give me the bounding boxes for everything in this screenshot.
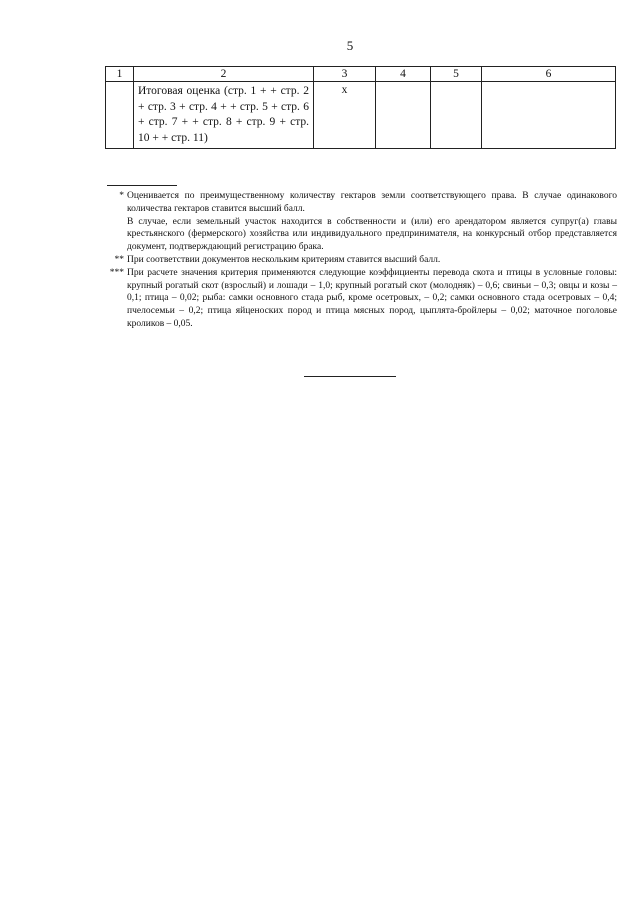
footnote-mark: ** [114,254,124,265]
table-header-cell: 6 [482,67,616,82]
footnote-3 [105,267,617,331]
table-cell-mark: x [314,82,376,149]
end-separator [304,376,396,377]
table-row [106,82,616,149]
table-cell [376,82,431,149]
footnote-2 [105,254,617,267]
footnote-text: В случае, если земельный участок находится в собственности и (или) его арендатором является супруг(а) главы крестьянского (фермерского) хозяйства или индивидуального предпринимателя, на конкурсный отбор представляется документ, подтверждающий регистрацию брака. [127,216,617,253]
table-cell-number [106,82,134,149]
footnotes [105,190,617,331]
footnote-separator [107,185,177,186]
table-header-cell: 4 [376,67,431,82]
table-header-cell: 3 [314,67,376,82]
table-header-row [106,67,616,82]
footnote-mark: * [119,191,124,201]
table-header-cell: 5 [431,67,482,82]
footnote-1 [105,190,617,254]
table-cell [482,82,616,149]
footnote-mark: *** [109,267,124,278]
footnote-text: При расчете значения критерия применяются следующие коэффициенты перевода скота и птицы в условные головы: крупный рогатый скот (взрослый) и лошади – 1,0; крупный рогатый скот (молодняк) – 0,6; свиньи – 0,3; овцы и козы – 0,1; птица – 0,02; рыба: самки основного стада рыб, кроме осетровых, – 0,2; самки основного стада осетровых – 0,4; пчелосемьи – 0,2; птица яйценоских пород и птица мясных пород, цыплята-бройлеры – 0,02; маточное поголовье кроликов – 0,05. [127,267,617,329]
footnote-text: Оценивается по преимущественному количеству гектаров земли соответствующего права. В случае одинакового количества гектаров ставится высший балл. [127,191,617,214]
table-cell-criterion: Итоговая оценка (стр. 1 + + стр. 2 + стр. 3 + стр. 4 + + стр. 5 + стр. 6 + стр. 7 + + стр. 8 + стр. 9 + стр. 10 + + стр. 11) [134,82,314,149]
footnote-text: При соответствии документов нескольким критериям ставится высший балл. [127,254,441,265]
table-header-cell: 2 [134,67,314,82]
table-header-cell: 1 [106,67,134,82]
evaluation-table [105,66,616,149]
table-cell [431,82,482,149]
page-number: 5 [346,38,354,53]
